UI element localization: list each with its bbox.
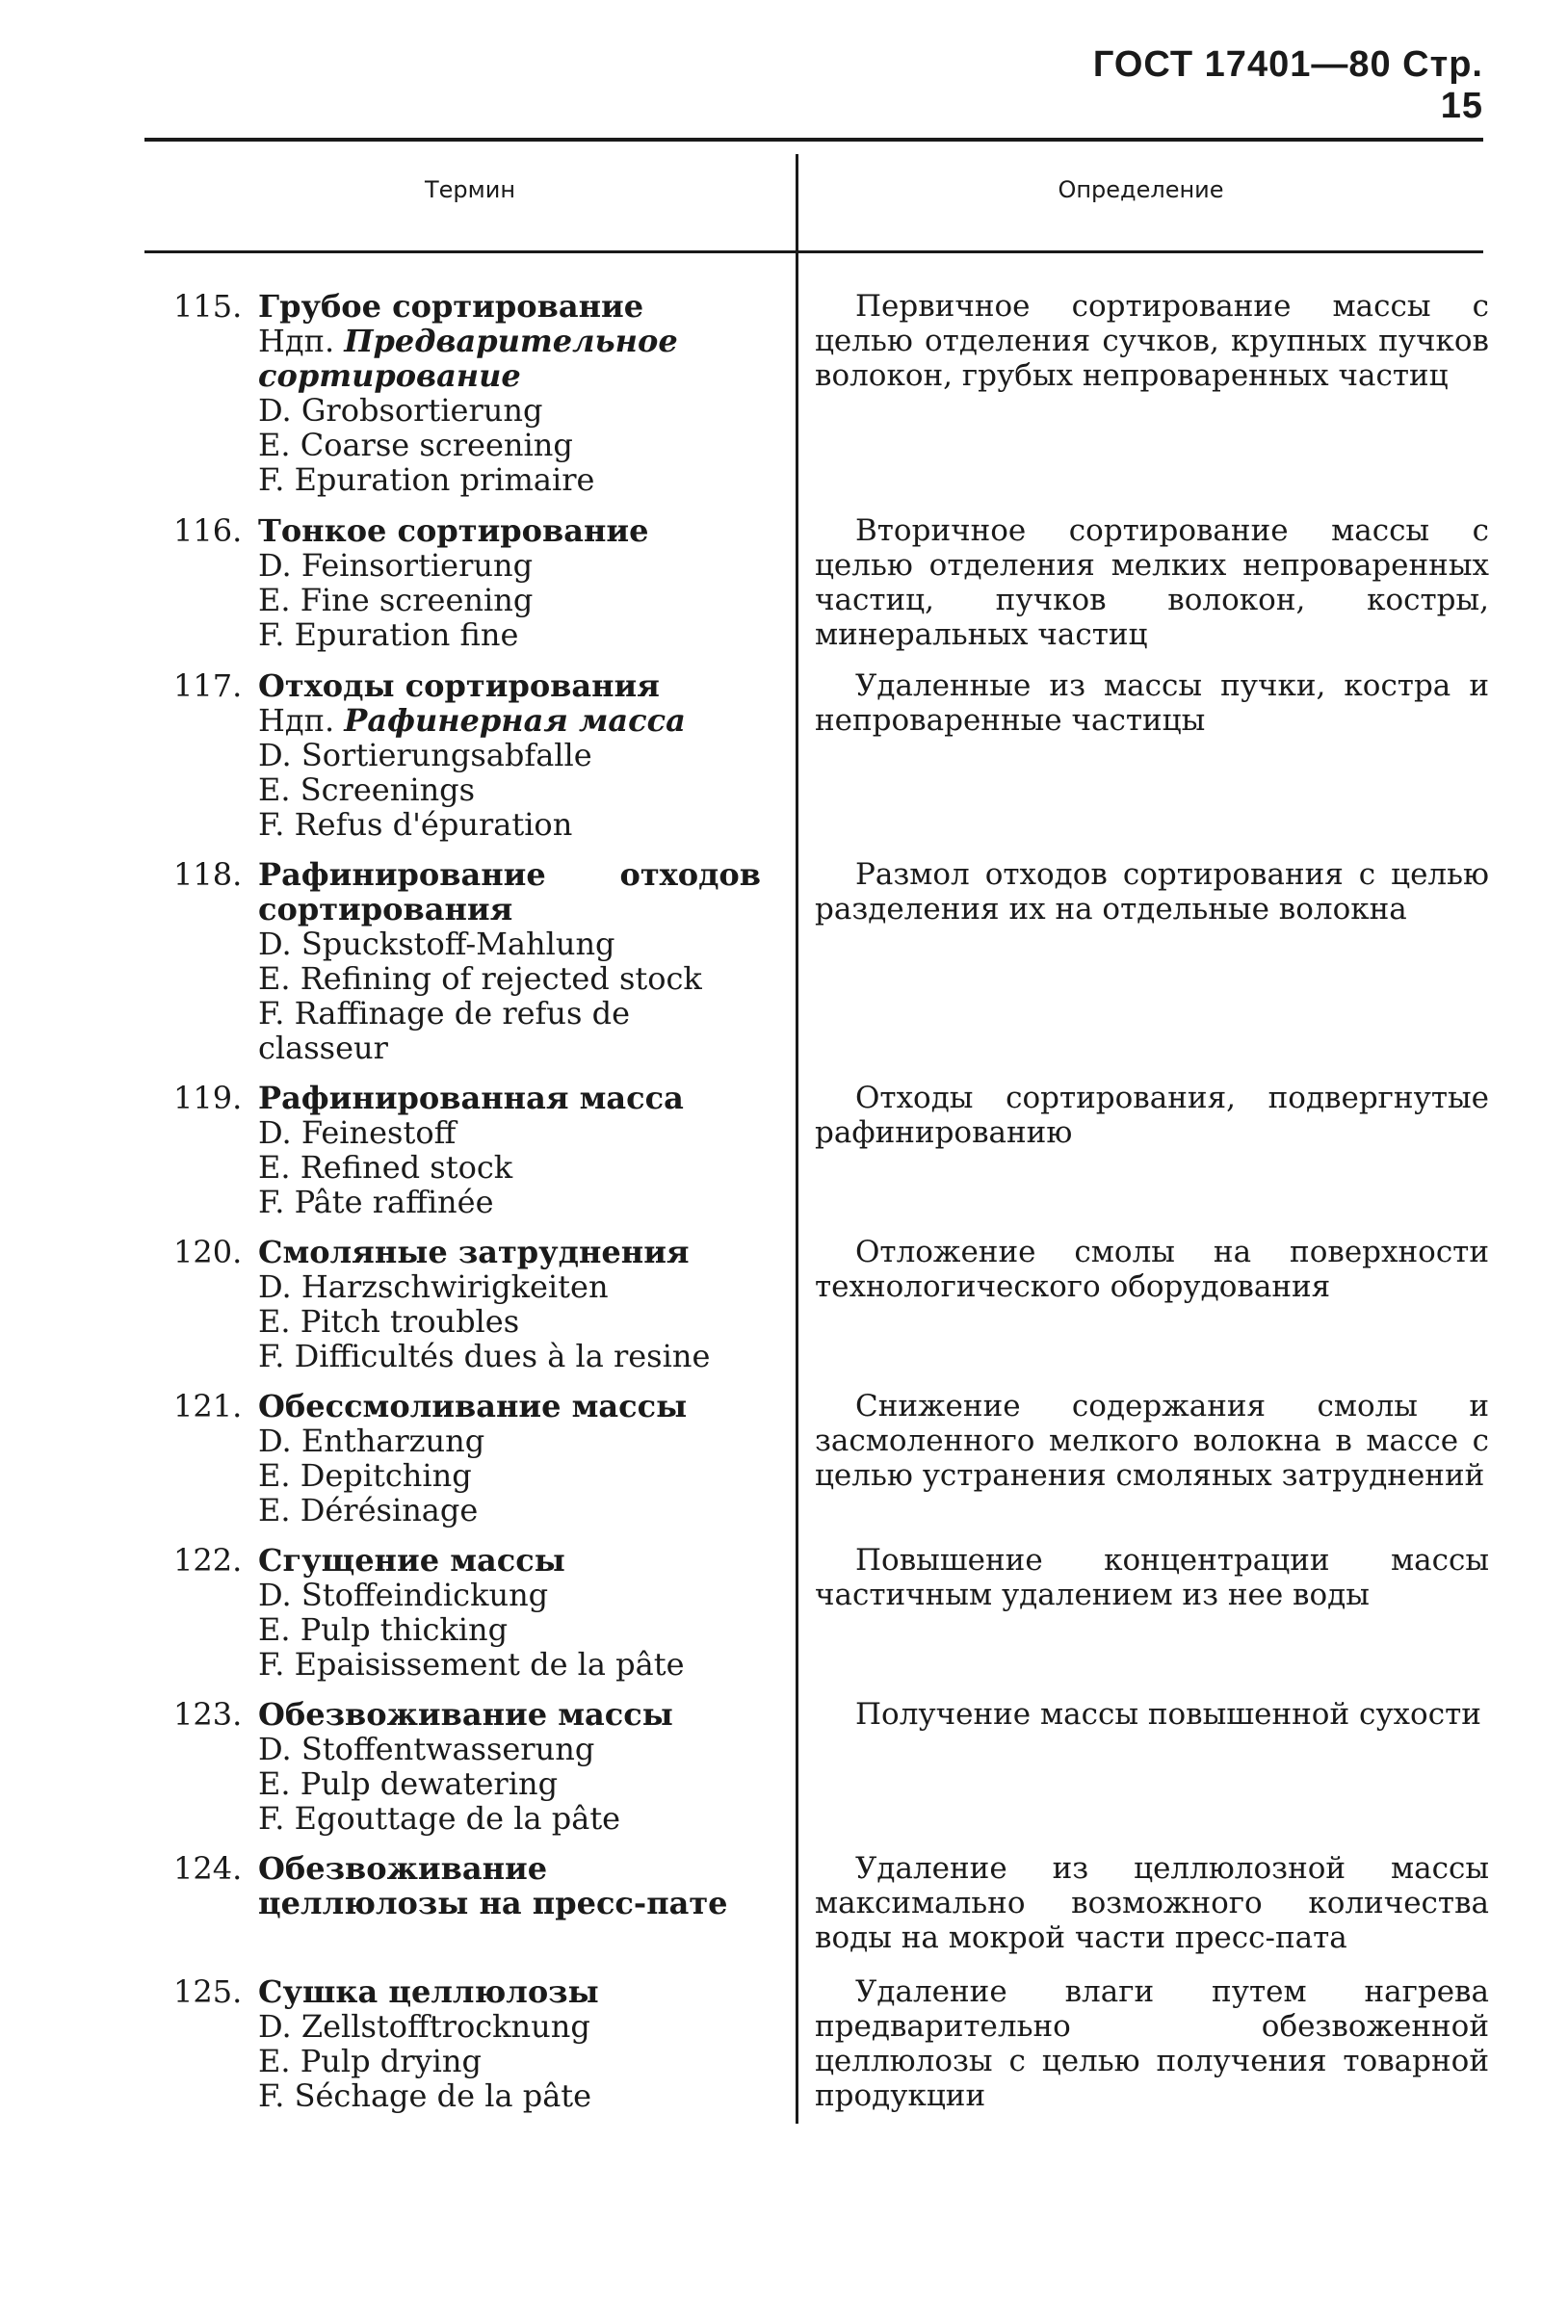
term-title: 125. Сушка целлюлозы — [173, 1973, 599, 2010]
term-english: E. Refined stock — [258, 1149, 513, 1186]
term-number: 115. — [173, 288, 243, 325]
column-header-definition: Определение — [1058, 176, 1224, 203]
term-title: 122. Сгущение массы — [173, 1542, 565, 1579]
term-title: 115. Грубое сортирование — [173, 288, 644, 325]
definition-cell: Удаление влаги путем нагрева предварительно обезвоженной целлюлозы с целью получения товарной продукции — [815, 1974, 1489, 2113]
term-cell — [173, 1974, 761, 2113]
definition-cell: Снижение содержания смолы и засмоленного мелкого волокна в массе с целью устранения смоляных затруднений — [815, 1389, 1489, 1493]
term-number: 116. — [173, 512, 243, 549]
term-title: 121. Обессмоливание массы — [173, 1388, 688, 1424]
term-cell — [173, 1081, 761, 1219]
term-french: F. Pâte raffinée — [258, 1184, 494, 1220]
term-cell — [173, 513, 761, 652]
term-title: 124. Обезвоживание целлюлозы на пресс-пате — [173, 1850, 728, 1921]
term-french: F. Epuration fine — [258, 616, 519, 653]
term-cell — [173, 1389, 761, 1528]
term-english: E. Refining of rejected stock — [258, 960, 702, 997]
term-title: 116. Тонкое сортирование — [173, 512, 649, 549]
term-french: F. Epuration primaire — [258, 461, 595, 498]
term-english: E. Pulp thicking — [258, 1611, 509, 1648]
term-german: D. Sortierungsabfalle — [258, 737, 592, 773]
term-number: 118. — [173, 856, 243, 893]
term-cell — [173, 857, 761, 1065]
table-top-rule — [144, 138, 1483, 142]
term-german: D. Spuckstoff-Mahlung — [258, 926, 615, 962]
term-german: D. Feinsortierung — [258, 547, 534, 584]
term-number: 120. — [173, 1234, 243, 1270]
term-deprecated: Ндп. Рафинерная масса — [258, 702, 686, 739]
term-french: F. Refus d'épuration — [258, 806, 573, 843]
term-title: 117. Отходы сортирования — [173, 667, 660, 704]
term-number: 125. — [173, 1973, 243, 2010]
term-number: 119. — [173, 1080, 243, 1116]
term-english: E. Pulp dewatering — [258, 1765, 559, 1802]
term-cell — [173, 1697, 761, 1836]
definition-cell: Удаление из целлюлозной массы максимально возможного количества воды на мокрой части пресс-пата — [815, 1851, 1489, 1955]
term-german: D. Stoffentwasserung — [258, 1731, 595, 1767]
term-title: 123. Обезвоживание массы — [173, 1696, 673, 1733]
term-cell — [173, 289, 761, 497]
term-number: 117. — [173, 667, 243, 704]
term-german: D. Grobsortierung — [258, 392, 543, 429]
term-english: E. Screenings — [258, 771, 476, 808]
term-deprecated: Ндп. Предварительное сортирование — [258, 323, 678, 394]
term-english: E. Pitch troubles — [258, 1303, 520, 1340]
term-title: 120. Смоляные затруднения — [173, 1234, 690, 1270]
definition-cell: Отложение смолы на поверхности технологического оборудования — [815, 1235, 1489, 1304]
term-title: 118. Рафинирование отходов сортирования — [173, 856, 761, 927]
definition-cell: Отходы сортирования, подвергнутые рафинированию — [815, 1081, 1489, 1150]
term-french: E. Dérésinage — [258, 1492, 479, 1528]
term-english: E. Fine screening — [258, 582, 534, 618]
column-divider — [796, 154, 798, 2124]
definition-cell: Вторичное сортирование массы с целью отделения мелких непроваренных частиц, пучков волокон, костры, минеральных частиц — [815, 513, 1489, 652]
term-german: D. Feinestoff — [258, 1114, 457, 1151]
definition-cell: Повышение концентрации массы частичным удалением из нее воды — [815, 1543, 1489, 1612]
term-cell — [173, 1543, 761, 1682]
term-cell — [173, 1851, 761, 1920]
term-cell — [173, 1235, 761, 1373]
term-french: F. Epaisissement de la pâte — [258, 1646, 685, 1683]
definition-cell: Удаленные из массы пучки, костра и непроваренные частицы — [815, 668, 1489, 738]
term-cell — [173, 668, 761, 842]
definition-cell: Первичное сортирование массы с целью отделения сучков, крупных пучков волокон, грубых непроваренных частиц — [815, 289, 1489, 393]
table-header-rule — [144, 250, 1483, 253]
column-header-term: Термин — [424, 176, 516, 203]
term-french: F. Egouttage de la pâte — [258, 1800, 621, 1837]
term-french: F. Séchage de la pâte — [258, 2077, 592, 2114]
term-german: D. Harzschwirigkeiten — [258, 1268, 609, 1305]
term-german: D. Stoffeindickung — [258, 1577, 549, 1613]
term-french: F. Difficultés dues à la resine — [258, 1338, 711, 1374]
definition-cell: Размол отходов сортирования с целью разделения их на отдельные волокна — [815, 857, 1489, 927]
definition-cell: Получение массы повышенной сухости — [855, 1697, 1481, 1732]
term-english: E. Coarse screening — [258, 427, 573, 463]
term-number: 122. — [173, 1542, 243, 1579]
term-number: 124. — [173, 1850, 243, 1887]
term-german: D. Zellstofftrocknung — [258, 2008, 590, 2045]
term-title: 119. Рафинированная масса — [173, 1080, 684, 1116]
term-english: E. Pulp drying — [258, 2043, 482, 2079]
term-number: 123. — [173, 1696, 243, 1733]
page-header: ГОСТ 17401—80 Стр. 15 — [1092, 44, 1483, 126]
term-german: D. Entharzung — [258, 1423, 485, 1459]
term-english: E. Depitching — [258, 1457, 472, 1494]
term-number: 121. — [173, 1388, 243, 1424]
term-french: F. Raffinage de refus de classeur — [258, 995, 631, 1066]
